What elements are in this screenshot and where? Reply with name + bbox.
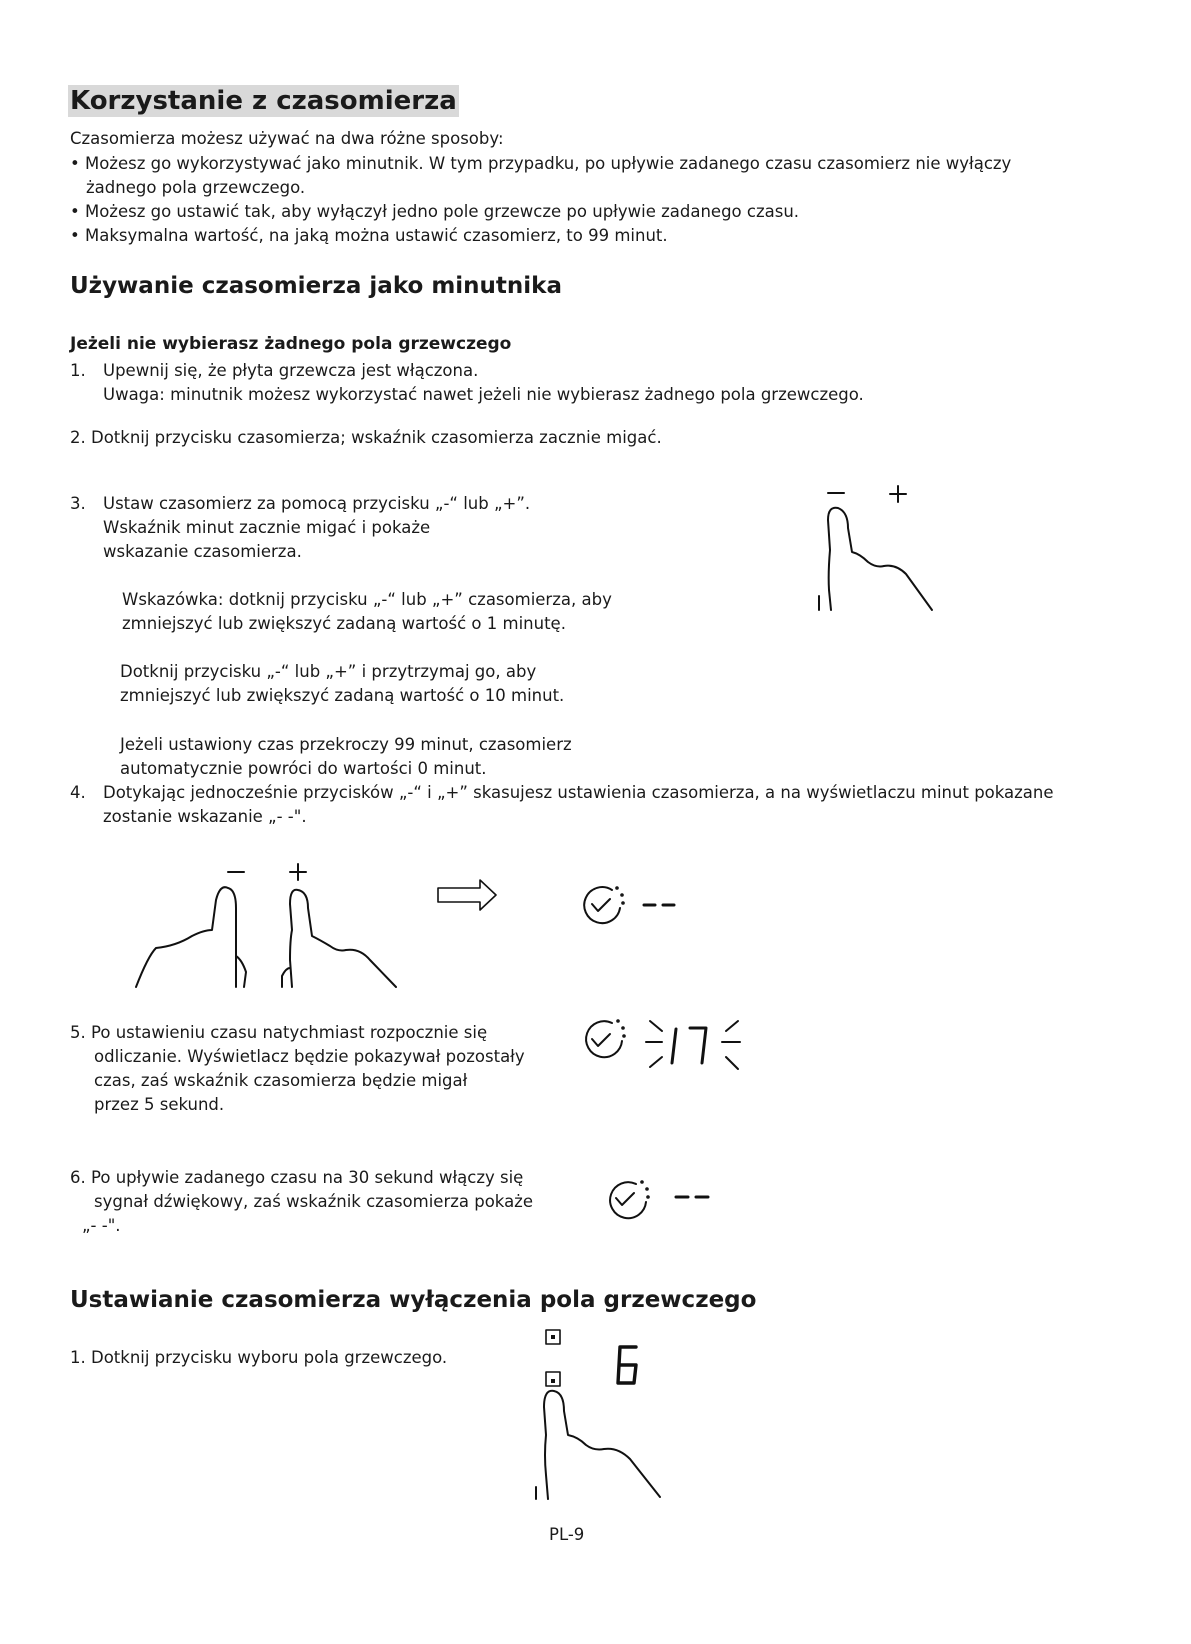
- overflow-text: Jeżeli ustawiony czas przekroczy 99 minut, czasomierz: [120, 735, 572, 754]
- timer-display-finished: [606, 1176, 716, 1224]
- step-3-text: Ustaw czasomierz za pomocą przycisku „-“ lub „+”.: [103, 494, 531, 513]
- display-digit: [690, 1028, 706, 1063]
- power-level-digit: [618, 1347, 636, 1383]
- step-6-text: „- -".: [82, 1216, 121, 1235]
- hold-text: zmniejszyć lub zwiększyć zadaną wartość o 10 minut.: [120, 686, 565, 705]
- step-6-text: sygnał dźwiękowy, zaś wskaźnik czasomierza pokaże: [94, 1192, 533, 1211]
- hold-text: Dotknij przycisku „-“ lub „+” i przytrzymaj go, aby: [120, 662, 537, 681]
- step-3-text: Wskaźnik minut zacznie migać i pokaże: [103, 518, 431, 537]
- finger-touch-illustration: [810, 478, 950, 618]
- arrow-right-icon: [436, 878, 500, 912]
- step-6-text: 6. Po upływie zadanego czasu na 30 sekund włączy się: [70, 1168, 524, 1187]
- step-number: 1.: [70, 361, 86, 380]
- timer-clock-icon: [610, 1182, 646, 1218]
- step-5-text: przez 5 sekund.: [94, 1095, 225, 1114]
- hand-icon: [536, 1391, 660, 1499]
- two-finger-touch-illustration: [130, 860, 410, 995]
- flash-ray: [726, 1021, 738, 1031]
- section-heading: Ustawianie czasomierza wyłączenia pola grzewczego: [70, 1287, 757, 1313]
- timer-display-reset: [582, 880, 692, 928]
- page-title: Korzystanie z czasomierza: [70, 86, 457, 116]
- intro-lead: Czasomierza możesz używać na dwa różne sposoby:: [70, 129, 504, 148]
- subsection-heading: Jeżeli nie wybierasz żadnego pola grzewczego: [70, 334, 512, 354]
- step-number: 4.: [70, 783, 86, 802]
- flash-ray: [650, 1057, 662, 1067]
- step-5-text: odliczanie. Wyświetlacz będzie pokazywał pozostały: [94, 1047, 525, 1066]
- step-5-text: 5. Po ustawieniu czasu natychmiast rozpocznie się: [70, 1023, 488, 1042]
- section-2-step-1: 1. Dotknij przycisku wyboru pola grzewczego.: [70, 1348, 448, 1367]
- intro-bullet: • Możesz go wykorzystywać jako minutnik. W tym przypadku, po upływie zadanego czasu czasomierz nie wyłączy: [70, 154, 1012, 173]
- tip-text: zmniejszyć lub zwiększyć zadaną wartość o 1 minutę.: [122, 614, 566, 633]
- section-heading: Używanie czasomierza jako minutnika: [70, 273, 562, 299]
- intro-bullet-continued: żadnego pola grzewczego.: [86, 178, 306, 197]
- left-hand-icon: [136, 887, 246, 987]
- intro-bullet: • Maksymalna wartość, na jaką można ustawić czasomierz, to 99 minut.: [70, 226, 668, 245]
- step-number: 3.: [70, 494, 86, 513]
- step-2-text: 2. Dotknij przycisku czasomierza; wskaźnik czasomierza zacznie migać.: [70, 428, 662, 447]
- step-3-text: wskazanie czasomierza.: [103, 542, 302, 561]
- timer-clock-icon: [586, 1021, 622, 1057]
- hand-icon: [819, 508, 932, 610]
- page-number: PL-9: [549, 1525, 585, 1544]
- tip-text: Wskazówka: dotknij przycisku „-“ lub „+” czasomierza, aby: [122, 590, 612, 609]
- timer-display-countdown: [586, 1015, 746, 1081]
- step-4-text: Dotykając jednocześnie przycisków „-“ i „+” skasujesz ustawienia czasomierza, a na wyświetlaczu minut pokazane: [103, 783, 1054, 802]
- step-1-text: Upewnij się, że płyta grzewcza jest włączona.: [103, 361, 479, 380]
- display-digit: [672, 1029, 676, 1063]
- right-hand-icon: [282, 890, 396, 987]
- intro-bullet: • Możesz go ustawić tak, aby wyłączył jedno pole grzewcze po upływie zadanego czasu.: [70, 202, 800, 221]
- timer-clock-icon: [584, 887, 620, 923]
- flash-ray: [726, 1057, 738, 1069]
- step-1-note: Uwaga: minutnik możesz wykorzystać nawet jeżeli nie wybierasz żadnego pola grzewczego.: [103, 385, 864, 404]
- flash-ray: [650, 1021, 662, 1031]
- zone-select-illustration: [526, 1325, 676, 1505]
- step-4-text: zostanie wskazanie „- -".: [103, 807, 307, 826]
- step-5-text: czas, zaś wskaźnik czasomierza będzie migał: [94, 1071, 468, 1090]
- overflow-text: automatycznie powróci do wartości 0 minut.: [120, 759, 487, 778]
